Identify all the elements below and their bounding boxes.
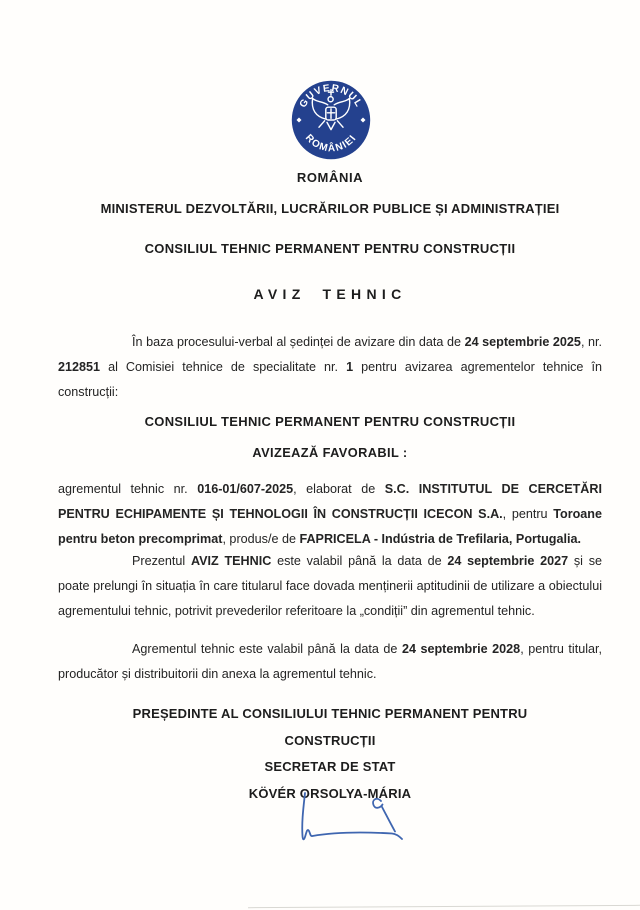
country-label: ROMÂNIA bbox=[296, 170, 364, 185]
handwritten-signature bbox=[290, 788, 426, 860]
approval-line: AVIZEAZĂ FAVORABIL : bbox=[252, 445, 408, 460]
validity-paragraph: Prezentul AVIZ TEHNIC este valabil până la data de 24 septembrie 2027 și se poate prelungi în situația în care titularul face dovada menținerii aptitudinii de utilizare a obiectului agrementului tehnic, potrivit prevederilor referitoare la „condiții” din agrementul tehnic. bbox=[58, 554, 602, 618]
extension-paragraph: Agrementul tehnic este valabil până la data de 24 septembrie 2028, pentru titular, producător și distribuitorii din anexa la agrementul tehnic. bbox=[58, 642, 603, 681]
grant-paragraph: agrementul tehnic nr. 016-01/607-2025, elaborat de S.C. INSTITUTUL DE CERCETĂRI PENTRU ECHIPAMENTE ȘI TEHNOLOGII ÎN CONSTRUCȚII ICECON S.A., pentru Toroane pentru beton precomprimat, produs/e de FAPRICELA - Indústria de Trefilaria, Portugalia. bbox=[58, 482, 602, 546]
council-heading: CONSILIUL TEHNIC PERMANENT PENTRU CONSTRUCȚII bbox=[144, 414, 516, 429]
scan-edge-artifact bbox=[248, 905, 640, 908]
signatory-name: KÖVÉR ORSOLYA-MÁRIA bbox=[248, 785, 412, 801]
seal-top-text: GUVERNUL bbox=[297, 82, 365, 110]
signature-stroke-curl bbox=[373, 799, 395, 832]
signatory-title-line1: PREȘEDINTE AL CONSILIULUI TEHNIC PERMANENT PENTRU bbox=[132, 706, 528, 721]
seal-bottom-text: ROMÂNIEI bbox=[302, 132, 360, 155]
council-title: CONSILIUL TEHNIC PERMANENT PENTRU CONSTRUCȚII bbox=[144, 241, 516, 256]
signature-svg bbox=[290, 788, 426, 860]
seal-svg bbox=[291, 80, 371, 160]
signatory-role: SECRETAR DE STAT bbox=[264, 759, 396, 774]
signatory-title-line2: CONSTRUCȚII bbox=[284, 732, 376, 748]
government-seal bbox=[291, 80, 371, 160]
ministry-title: MINISTERUL DEZVOLTĂRII, LUCRĂRILOR PUBLICE ȘI ADMINISTRAȚIEI bbox=[100, 201, 560, 216]
intro-paragraph: În baza procesului-verbal al ședinței de avizare din data de 24 septembrie 2025, nr. 212851 al Comisiei tehnice de specialitate nr. 1 pentru avizarea agrementelor tehnice în construcții: bbox=[58, 335, 603, 399]
document-title: AVIZ TEHNIC bbox=[253, 286, 407, 302]
